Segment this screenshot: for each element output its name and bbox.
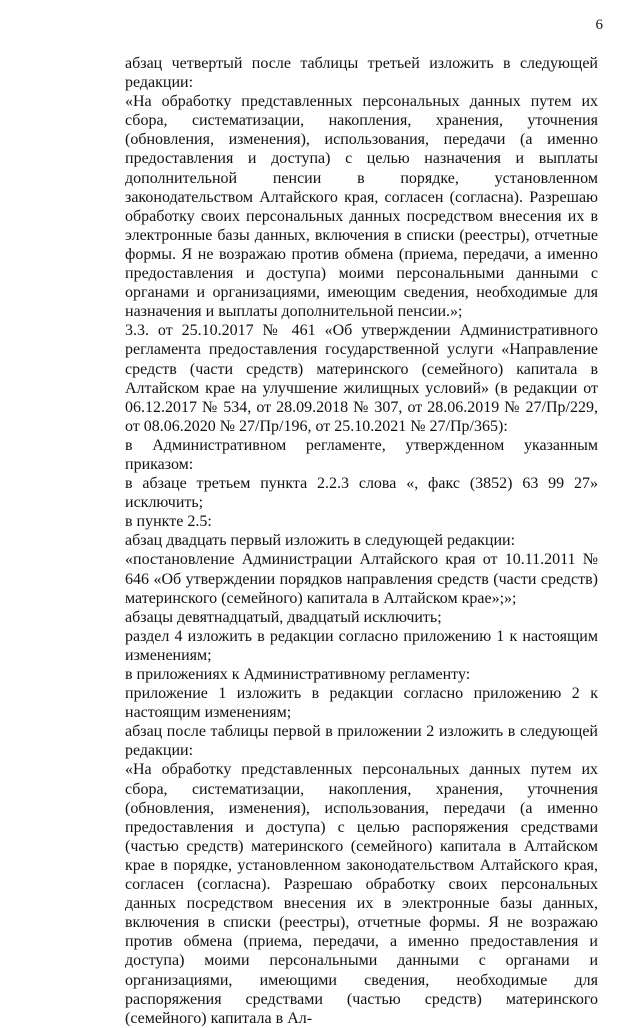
paragraph: в Административном регламенте, утвержденном указанным приказом: (125, 436, 598, 473)
paragraph: в пункте 2.5: (125, 513, 212, 531)
paragraph: абзац после таблицы первой в приложении 2 изложить в следующей редакции: (125, 723, 598, 760)
paragraph: приложение 1 изложить в редакции согласно приложению 2 к настоящим изменениям; (125, 685, 598, 722)
paragraph: 3.3. от 25.10.2017 № 461 «Об утверждении Административного регламента предоставления государственной услуги «Направление средств (части средств) материнского (семейного) капитала в Алтайском крае на улучшение жилищных условий» (в редакции от 06.12.2017 № 534, от 28.09.2018 № 307, от 28.06.2019 № 27/Пр/229, от 08.06.2020 № 27/Пр/196, от 25.10.2021 № 27/Пр/365): (125, 322, 598, 435)
paragraph: «На обработку представленных персональных данных путем их сбора, систематизации, накопления, хранения, уточнения (обновления, изменения), использования, передачи (а именно предоставления и доступа) с целью распоряжения средствами (частью средств) материнского (семейного) капитала в Алтайском крае в порядке, установленном законодательством Алтайского края, согласен (согласна). Разрешаю обработку своих персональных данных посредством внесения их в электронные базы данных, включения в списки (реестры), отчетные формы. Я не возражаю против обмена (приема, передачи, а именно предоставления и доступа) моими персональными данными с органами и организациями, имеющими сведения, необходимые для распоряжения средствами (частью средств) материнского (семейного) капитала в Ал- (125, 761, 598, 1027)
paragraph: в приложениях к Административному регламенту: (125, 666, 471, 683)
paragraph: абзацы девятнадцатый, двадцатый исключить; (125, 608, 442, 626)
page-number: 6 (595, 17, 603, 33)
paragraph: абзац четвертый после таблицы третьей изложить в следующей редакции: (125, 55, 598, 92)
paragraph: абзац двадцать первый изложить в следующей редакции: (125, 532, 516, 550)
paragraph: раздел 4 изложить в редакции согласно приложению 1 к настоящим изменениям; (125, 627, 598, 664)
paragraph: «постановление Администрации Алтайского края от 10.11.2011 № 646 «Об утверждении порядков направления средств (части средств) материнского (семейного) капитала в Алтайском крае»;»; (125, 551, 598, 607)
paragraph: «На обработку представленных персональных данных путем их сбора, систематизации, накопления, хранения, уточнения (обновления, изменения), использования, передачи (а именно предоставления и доступа) с целью назначения и выплаты дополнительной пенсии в порядке, установленном законодательством Алтайского края, согласен (согласна). Разрешаю обработку своих персональных данных посредством внесения их в электронные базы данных, включения в списки (реестры), отчетные формы. Я не возражаю против обмена (приема, передачи, а именно предоставления и доступа) моими персональными данными с органами и организациями, имеющим сведения, необходимые для назначения и выплаты дополнительной пенсии.»; (125, 93, 598, 321)
paragraph: в абзаце третьем пункта 2.2.3 слова «, факс (3852) 63 99 27» исключить; (125, 475, 598, 512)
